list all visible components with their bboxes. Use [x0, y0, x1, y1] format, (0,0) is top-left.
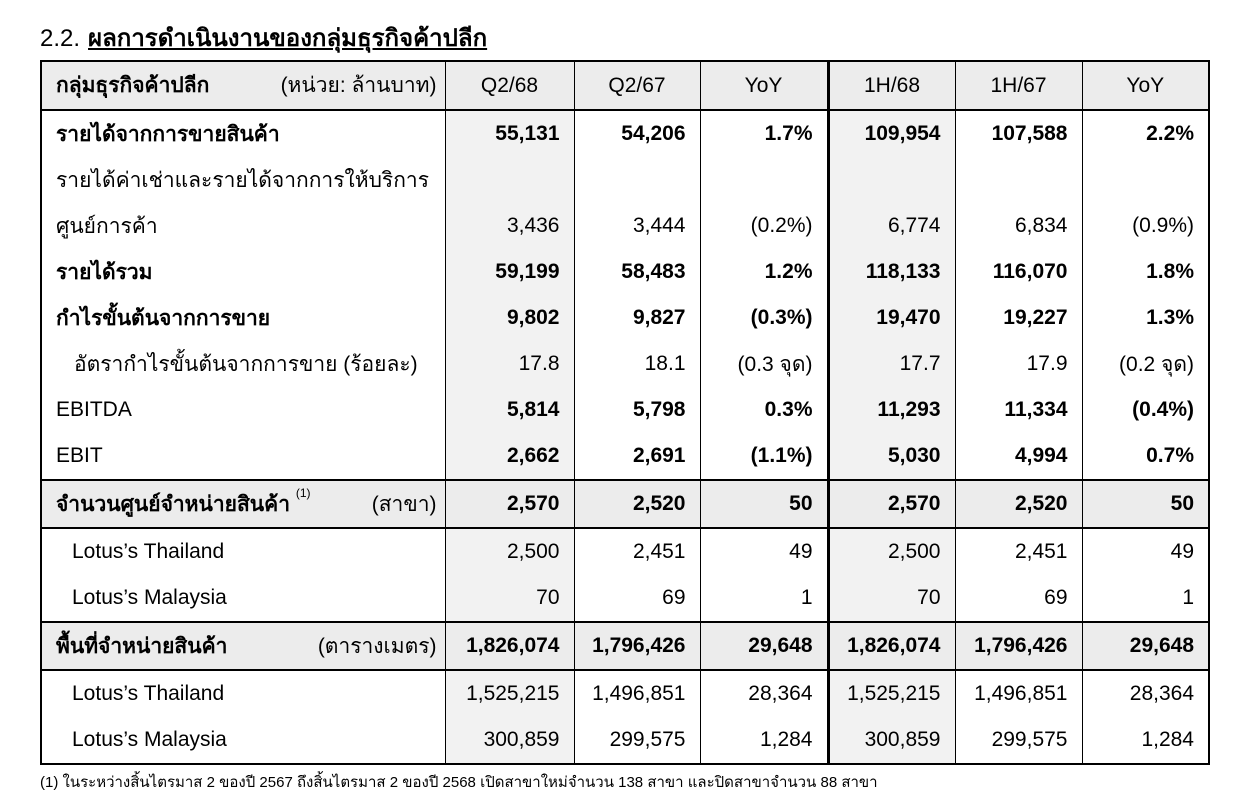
cell: 49	[700, 528, 828, 575]
cell: 2,451	[955, 528, 1082, 575]
cell: 1,525,215	[828, 670, 955, 717]
cell: (1.1%)	[700, 433, 828, 480]
col-header-1h-67: 1H/67	[955, 61, 1082, 110]
cell: 54,206	[574, 110, 700, 157]
row-label: รายได้จากการขายสินค้า	[41, 110, 445, 157]
cell: 1,496,851	[955, 670, 1082, 717]
cell: 17.9	[955, 341, 1082, 387]
cell: 2,500	[445, 528, 574, 575]
area-label-cell	[41, 622, 445, 670]
row-label: อัตรากำไรขั้นต้นจากการขาย (ร้อยละ)	[41, 341, 445, 387]
row-label: EBIT	[41, 433, 445, 480]
retail-performance-table	[40, 60, 1210, 765]
cell: 29,648	[700, 622, 828, 670]
table-row	[41, 575, 1209, 622]
cell: 2,500	[828, 528, 955, 575]
cell: 17.8	[445, 341, 574, 387]
cell: 58,483	[574, 249, 700, 295]
table-header-row	[41, 61, 1209, 110]
cell: 50	[1082, 480, 1209, 528]
cell	[574, 157, 700, 203]
cell: 2,662	[445, 433, 574, 480]
table-row	[41, 157, 1209, 203]
table-row	[41, 341, 1209, 387]
cell: 4,994	[955, 433, 1082, 480]
col-header-1h-68: 1H/68	[828, 61, 955, 110]
cell: 300,859	[828, 717, 955, 764]
row-label: รายได้ค่าเช่าและรายได้จากการให้บริการ	[41, 157, 445, 203]
row-label: รายได้รวม	[41, 249, 445, 295]
cell: 29,648	[1082, 622, 1209, 670]
cell: 2,520	[955, 480, 1082, 528]
cell: (0.9%)	[1082, 203, 1209, 249]
cell: 1.7%	[700, 110, 828, 157]
cell: 11,293	[828, 387, 955, 433]
section-number: 2.2.	[40, 25, 81, 52]
cell: 0.7%	[1082, 433, 1209, 480]
cell: 70	[445, 575, 574, 622]
cell: (0.3%)	[700, 295, 828, 341]
cell: 1,826,074	[828, 622, 955, 670]
cell: 3,436	[445, 203, 574, 249]
cell: 6,834	[955, 203, 1082, 249]
footnote-marker: (1)	[295, 485, 311, 500]
header-unit: (หน่วย: ล้านบาท)	[280, 74, 437, 97]
cell: 28,364	[1082, 670, 1209, 717]
cell: 69	[955, 575, 1082, 622]
cell: 50	[700, 480, 828, 528]
cell: 70	[828, 575, 955, 622]
cell: 1	[1082, 575, 1209, 622]
col-header-q2-67: Q2/67	[574, 61, 700, 110]
row-label: Lotus’s Thailand	[41, 670, 445, 717]
cell: 1	[700, 575, 828, 622]
row-label: EBITDA	[41, 387, 445, 433]
row-label: กำไรขั้นต้นจากการขาย	[41, 295, 445, 341]
section-title	[40, 18, 487, 57]
cell: 9,827	[574, 295, 700, 341]
cell: 5,814	[445, 387, 574, 433]
cell: 28,364	[700, 670, 828, 717]
cell: (0.3 จุด)	[700, 341, 828, 387]
header-label: กลุ่มธุรกิจค้าปลีก	[56, 74, 210, 97]
cell: 1,496,851	[574, 670, 700, 717]
cell: 116,070	[955, 249, 1082, 295]
section-title-text: ผลการดำเนินงานของกลุ่มธุรกิจค้าปลีก	[88, 25, 488, 52]
cell	[700, 157, 828, 203]
footnote: (1) ในระหว่างสิ้นไตรมาส 2 ของปี 2567 ถึงสิ้นไตรมาส 2 ของปี 2568 เปิดสาขาใหม่จำนวน 138 สาขา และปิดสาขาจำนวน 88 สาขา	[40, 774, 878, 791]
cell: 1,826,074	[445, 622, 574, 670]
cell: 109,954	[828, 110, 955, 157]
cell: 11,334	[955, 387, 1082, 433]
cell: 1.3%	[1082, 295, 1209, 341]
col-header-yoy-q: YoY	[700, 61, 828, 110]
cell	[955, 157, 1082, 203]
table-row	[41, 528, 1209, 575]
cell: 0.3%	[700, 387, 828, 433]
cell: (0.2%)	[700, 203, 828, 249]
cell: 2.2%	[1082, 110, 1209, 157]
cell: 18.1	[574, 341, 700, 387]
cell: 2,451	[574, 528, 700, 575]
cell: 2,520	[574, 480, 700, 528]
cell: 1,525,215	[445, 670, 574, 717]
stores-label: จำนวนศูนย์จำหน่ายสินค้า	[56, 492, 290, 516]
area-label: พื้นที่จำหน่ายสินค้า	[56, 634, 228, 658]
table-row	[41, 387, 1209, 433]
cell: 2,570	[445, 480, 574, 528]
cell: 69	[574, 575, 700, 622]
cell: 5,030	[828, 433, 955, 480]
cell: 2,570	[828, 480, 955, 528]
cell: 1,284	[700, 717, 828, 764]
col-header-q2-68: Q2/68	[445, 61, 574, 110]
cell	[445, 157, 574, 203]
cell	[828, 157, 955, 203]
cell: 1,796,426	[955, 622, 1082, 670]
cell: 118,133	[828, 249, 955, 295]
cell: 19,227	[955, 295, 1082, 341]
table-row	[41, 249, 1209, 295]
cell: 300,859	[445, 717, 574, 764]
table-row	[41, 433, 1209, 480]
stores-section-row	[41, 480, 1209, 528]
cell: 55,131	[445, 110, 574, 157]
area-unit: (ตารางเมตร)	[317, 634, 437, 658]
cell: (0.4%)	[1082, 387, 1209, 433]
cell	[1082, 157, 1209, 203]
header-label-cell	[41, 61, 445, 110]
row-label: Lotus’s Thailand	[41, 528, 445, 575]
table-row	[41, 670, 1209, 717]
table-row	[41, 203, 1209, 249]
cell: 107,588	[955, 110, 1082, 157]
cell: 1.2%	[700, 249, 828, 295]
cell: 3,444	[574, 203, 700, 249]
row-label: Lotus’s Malaysia	[41, 575, 445, 622]
cell: 5,798	[574, 387, 700, 433]
cell: 6,774	[828, 203, 955, 249]
cell: 49	[1082, 528, 1209, 575]
cell: (0.2 จุด)	[1082, 341, 1209, 387]
cell: 17.7	[828, 341, 955, 387]
stores-unit: (สาขา)	[371, 492, 437, 516]
row-label: ศูนย์การค้า	[41, 203, 445, 249]
cell: 1,796,426	[574, 622, 700, 670]
cell: 2,691	[574, 433, 700, 480]
cell: 19,470	[828, 295, 955, 341]
cell: 299,575	[574, 717, 700, 764]
cell: 9,802	[445, 295, 574, 341]
cell: 1,284	[1082, 717, 1209, 764]
stores-label-cell	[41, 480, 445, 528]
cell: 1.8%	[1082, 249, 1209, 295]
table-row	[41, 110, 1209, 157]
table-row	[41, 717, 1209, 764]
row-label: Lotus’s Malaysia	[41, 717, 445, 764]
cell: 59,199	[445, 249, 574, 295]
col-header-yoy-h: YoY	[1082, 61, 1209, 110]
table-row	[41, 295, 1209, 341]
cell: 299,575	[955, 717, 1082, 764]
area-section-row	[41, 622, 1209, 670]
